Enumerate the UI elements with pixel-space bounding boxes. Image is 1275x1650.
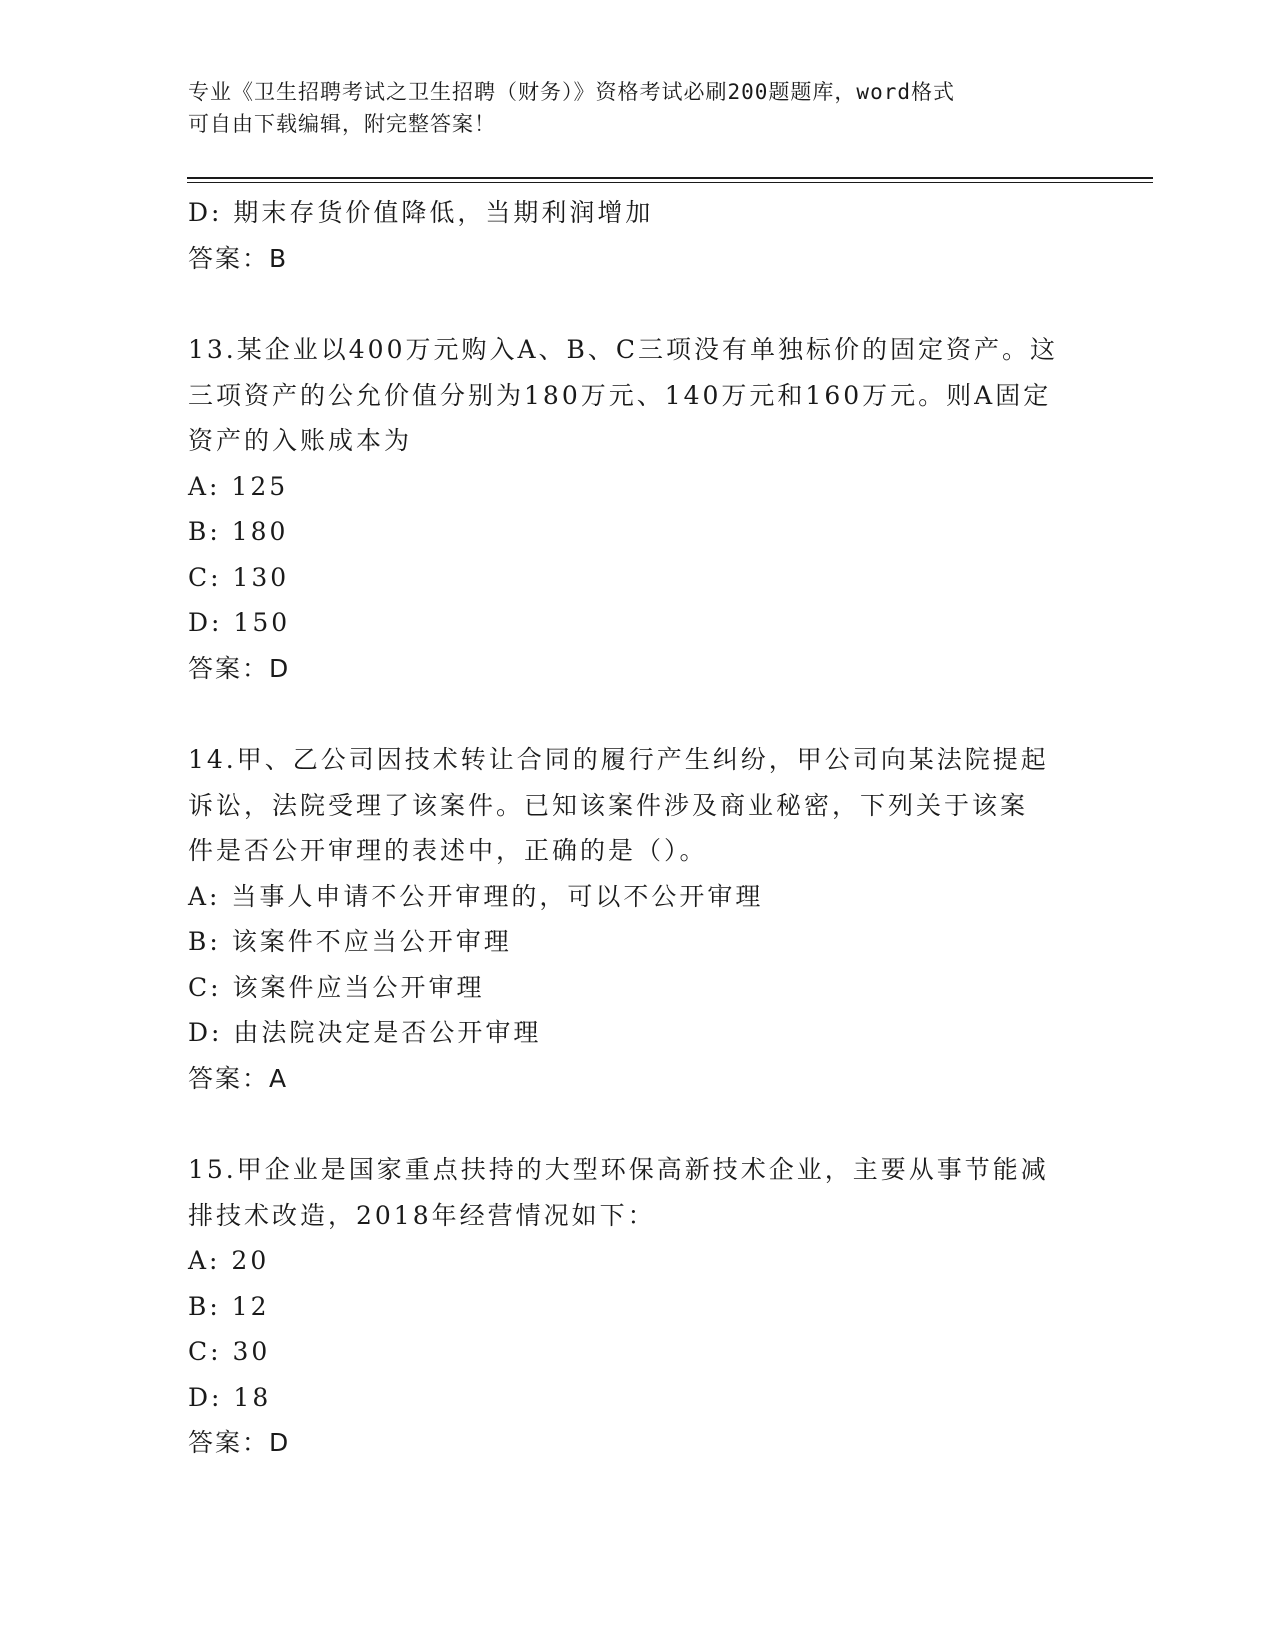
question-14 — [188, 737, 1088, 1101]
question-text-line: 资产的入账成本为 — [188, 426, 413, 455]
option-d: D: 期末存货价值降低，当期利润增加 — [188, 198, 654, 227]
header-title-line-2: 可自由下载编辑，附完整答案！ — [188, 112, 496, 136]
answer-line: 答案：D — [188, 1428, 291, 1457]
header-title-line-1: 专业《卫生招聘考试之卫生招聘（财务）》资格考试必刷200题题库，word格式 — [188, 80, 955, 104]
question-list — [188, 190, 1088, 1466]
option-d: D: 150 — [188, 608, 291, 637]
option-c: C: 130 — [188, 562, 290, 592]
question-text-line: 排技术改造，2018年经营情况如下： — [188, 1200, 656, 1230]
option-b: B: 180 — [188, 517, 289, 546]
spacer — [188, 691, 1088, 737]
question-text-line: 13.某企业以400万元购入A、B、C三项没有单独标价的固定资产。这 — [188, 335, 1059, 364]
option-b: B: 该案件不应当公开审理 — [188, 927, 512, 956]
answer-line: 答案：D — [188, 653, 291, 683]
option-c: C: 该案件应当公开审理 — [188, 972, 485, 1002]
header-divider-thick — [187, 177, 1153, 179]
answer-line: 答案：B — [188, 243, 289, 273]
question-text-line: 15.甲企业是国家重点扶持的大型环保高新技术企业，主要从事节能减 — [188, 1155, 1049, 1184]
option-b: B: 12 — [188, 1291, 270, 1321]
option-a: A: 125 — [188, 471, 289, 501]
question-text-line: 诉讼，法院受理了该案件。已知该案件涉及商业秘密，下列关于该案 — [188, 790, 1029, 820]
question-15 — [188, 1147, 1088, 1466]
question-text-line: 件是否公开审理的表述中，正确的是（）。 — [188, 836, 708, 865]
question-text-line: 14.甲、乙公司因技术转让合同的履行产生纠纷，甲公司向某法院提起 — [188, 745, 1049, 774]
answer-line: 答案：A — [188, 1063, 289, 1093]
option-a: A: 20 — [188, 1246, 270, 1275]
option-a: A: 当事人申请不公开审理的，可以不公开审理 — [188, 881, 764, 911]
question-12-tail — [188, 190, 1088, 281]
question-13 — [188, 327, 1088, 691]
option-c: C: 30 — [188, 1337, 271, 1366]
question-text-line: 三项资产的公允价值分别为180万元、140万元和160万元。则A固定 — [188, 380, 1052, 410]
spacer — [188, 1101, 1088, 1147]
option-d: D: 由法院决定是否公开审理 — [188, 1018, 542, 1047]
option-d: D: 18 — [188, 1382, 272, 1412]
document-header — [188, 76, 1088, 140]
spacer — [188, 281, 1088, 327]
header-divider-thin — [187, 182, 1153, 183]
